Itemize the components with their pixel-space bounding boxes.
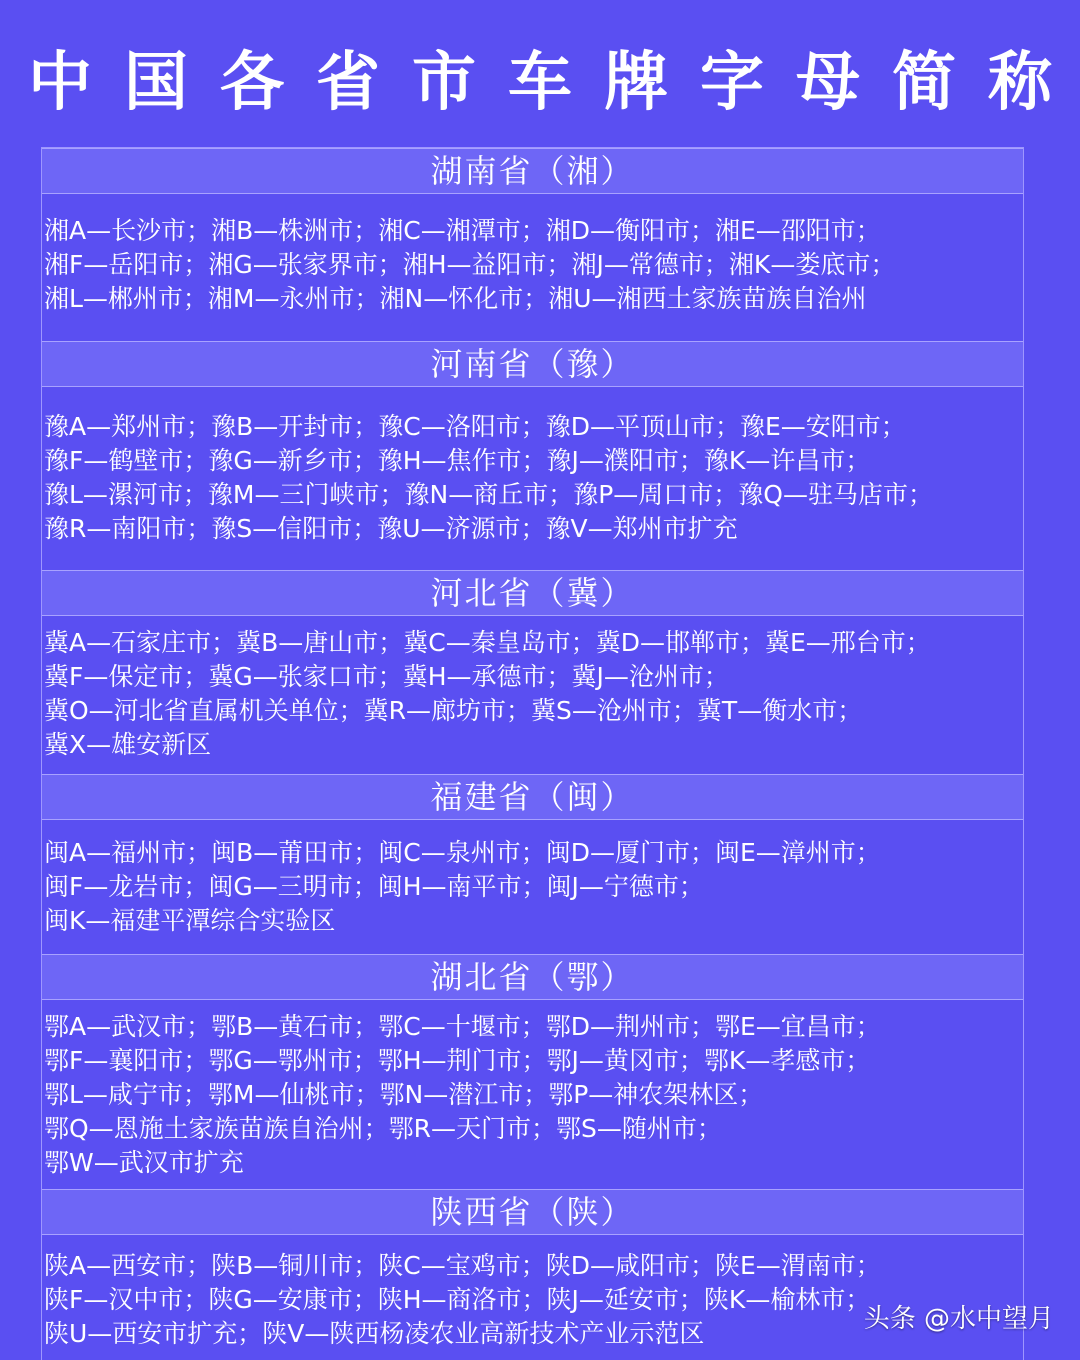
list-item: 豫L—漯河市；豫M—三门峡市；豫N—商丘市；豫P—周口市；豫Q—驻马店市； [44,480,933,509]
title-char: 字 [700,46,764,120]
section-body-hunan [42,214,1023,316]
page-title [0,38,1080,128]
title-char: 母 [796,46,860,120]
list-item: 冀O—河北省直属机关单位；冀R—廊坊市；冀S—沧州市；冀T—衡水市； [44,696,863,725]
list-item: 鄂L—咸宁市；鄂M—仙桃市；鄂N—潜江市；鄂P—神农架林区； [44,1080,764,1109]
list-item: 闽K—福建平潭综合实验区 [44,906,336,935]
section-header-hebei: 河北省（冀） [42,570,1023,616]
title-char: 简 [892,46,956,120]
list-item: 湘L—郴州市；湘M—永州市；湘N—怀化市；湘U—湘西土家族苗族自治州 [44,284,867,313]
title-char: 各 [220,46,284,120]
watermark: 头条 @水中望月 [863,1304,1054,1334]
list-item: 鄂Q—恩施土家族苗族自治州；鄂R—天门市；鄂S—随州市； [44,1114,722,1143]
list-item: 冀A—石家庄市；冀B—唐山市；冀C—秦皇岛市；冀D—邯郸市；冀E—邢台市； [44,628,931,657]
list-item: 豫F—鹤壁市；豫G—新乡市；豫H—焦作市；豫J—濮阳市；豫K—许昌市； [44,446,871,475]
title-char: 牌 [604,46,668,120]
section-body-henan [42,410,1023,546]
list-item: 鄂W—武汉市扩充 [44,1148,244,1177]
section-header-hunan: 湖南省（湘） [42,148,1023,194]
title-char: 省 [316,46,380,120]
list-item: 闽A—福州市；闽B—莆田市；闽C—泉州市；闽D—厦门市；闽E—漳州市； [44,838,881,867]
list-item: 湘A—长沙市；湘B—株洲市；湘C—湘潭市；湘D—衡阳市；湘E—邵阳市； [44,216,881,245]
title-char: 称 [988,46,1052,120]
title-char: 市 [412,46,476,120]
list-item: 鄂A—武汉市；鄂B—黄石市；鄂C—十堰市；鄂D—荆州市；鄂E—宜昌市； [44,1012,881,1041]
list-item: 闽F—龙岩市；闽G—三明市；闽H—南平市；闽J—宁德市； [44,872,704,901]
section-body-fujian [42,836,1023,938]
list-item: 湘F—岳阳市；湘G—张家界市；湘H—益阳市；湘J—常德市；湘K—娄底市； [44,250,896,279]
section-header-henan: 河南省（豫） [42,341,1023,387]
list-item: 鄂F—襄阳市；鄂G—鄂州市；鄂H—荆门市；鄂J—黄冈市；鄂K—孝感市； [44,1046,871,1075]
section-body-hebei [42,626,1023,762]
title-char: 中 [28,46,92,120]
list-item: 陕A—西安市；陕B—铜川市；陕C—宝鸡市；陕D—咸阳市；陕E—渭南市； [44,1251,881,1280]
plate-code-table [41,147,1024,1360]
title-char: 车 [508,46,572,120]
section-body-hubei [42,1010,1023,1180]
list-item: 陕F—汉中市；陕G—安康市；陕H—商洛市；陕J—延安市；陕K—榆林市； [44,1285,871,1314]
list-item: 冀F—保定市；冀G—张家口市；冀H—承德市；冀J—沧州市； [44,662,729,691]
section-header-fujian: 福建省（闽） [42,774,1023,820]
list-item: 豫A—郑州市；豫B—开封市；豫C—洛阳市；豫D—平顶山市；豫E—安阳市； [44,412,906,441]
section-header-shaanxi: 陕西省（陕） [42,1189,1023,1235]
section-header-hubei: 湖北省（鄂） [42,954,1023,1000]
title-char: 国 [124,46,188,120]
list-item: 豫R—南阳市；豫S—信阳市；豫U—济源市；豫V—郑州市扩充 [44,514,738,543]
list-item: 冀X—雄安新区 [44,730,212,759]
list-item: 陕U—西安市扩充；陕V—陕西杨凌农业高新技术产业示范区 [44,1319,705,1348]
